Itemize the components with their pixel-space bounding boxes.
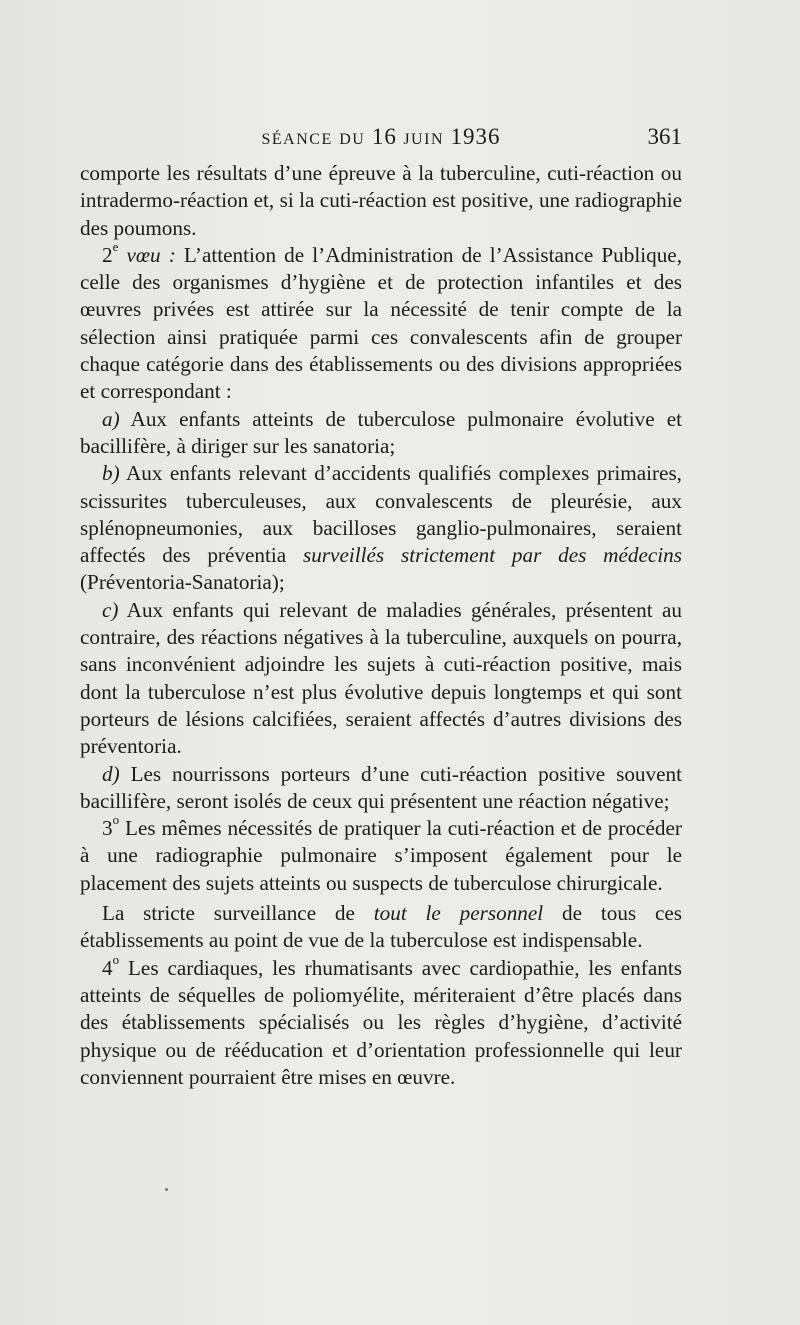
point-3-number: 3 bbox=[102, 816, 113, 841]
voeu-2-label: vœu : bbox=[126, 242, 176, 267]
point-4-superscript: o bbox=[112, 951, 120, 967]
head-day: 16 bbox=[371, 124, 397, 149]
print-speck bbox=[165, 1188, 168, 1191]
paragraph-item-a bbox=[80, 406, 682, 461]
item-b-text-end: (Préventoria-Sanatoria); bbox=[80, 570, 285, 595]
voeu-2-superscript: e bbox=[112, 238, 119, 254]
surveillance-italic: tout le personnel bbox=[373, 901, 544, 926]
running-head-title bbox=[80, 124, 682, 150]
paragraph-item-b bbox=[80, 460, 682, 596]
paragraph-point-3 bbox=[80, 812, 682, 897]
item-b-italic: surveillés strictement par des médecins bbox=[302, 543, 683, 568]
point-4-text: Les cardiaques, les rhumatisants avec cardiopathie, les enfants atteints de séquelles de poliomyélite, mériteraient d’être placés dans des établissements spécialisés ou les règles d’hygiène, d’activité physique ou de rééducation et d’orientation professionnelle qui leur conviennent pourraient être mises en œuvre. bbox=[80, 955, 682, 1089]
item-b-text: Aux enfants relevant d’accidents qualifiés complexes primaires, scissurites tuberculeuses, aux convalescents de pleurésie, aux splénopneumonies, aux bacilloses ganglio-pulmonaires, seraient affectés des préventia bbox=[80, 461, 682, 568]
paragraph-point-4 bbox=[80, 951, 682, 1091]
item-d-text: Les nourrissons porteurs d’une cuti-réaction positive souvent bacillifère, seront isolés de ceux qui présentent une réaction négative; bbox=[80, 761, 682, 813]
point-4-number: 4 bbox=[102, 955, 113, 980]
paragraph-continuation bbox=[80, 160, 682, 242]
paragraph-continuation-text: comporte les résultats d’une épreuve à la tuberculine, cuti-réaction ou intradermo-réaction et, si la cuti-réaction est positive, une radiographie des poumons. bbox=[80, 161, 682, 240]
head-word-seance: SÉANCE bbox=[261, 131, 333, 148]
page-number: 361 bbox=[647, 124, 682, 149]
paragraph-item-d bbox=[80, 761, 682, 816]
item-d-label: d) bbox=[102, 761, 120, 786]
head-word-du: DU bbox=[339, 131, 366, 148]
head-year: 1936 bbox=[450, 124, 501, 149]
paragraph-item-c bbox=[80, 597, 682, 761]
paragraph-voeu-2 bbox=[80, 238, 683, 406]
item-a-text: Aux enfants atteints de tuberculose pulmonaire évolutive et bacillifère, à diriger sur les sanatoria; bbox=[80, 406, 682, 458]
item-c-label: c) bbox=[102, 597, 119, 622]
page-body bbox=[80, 160, 682, 1091]
head-month: JUIN bbox=[403, 131, 444, 148]
point-3-text: Les mêmes nécessités de pratiquer la cuti-réaction et de procéder à une radiographie pulmonaire s’imposent également pour le placement des sujets atteints ou suspects de tuberculose chirurgicale. bbox=[80, 816, 682, 895]
voeu-2-text: L’attention de l’Administration de l’Assistance Publique, celle des organismes d’hygiène et de protection infantiles et des œuvres privées est attirée sur la nécessité de tenir compte de la sélection ainsi pratiquée parmi ces convalescents afin de grouper chaque catégorie dans des établissements ou des divisions appropriées et correspondant : bbox=[80, 242, 683, 404]
running-head bbox=[80, 124, 682, 154]
point-3-superscript: o bbox=[112, 812, 120, 828]
paragraph-surveillance bbox=[80, 900, 682, 955]
item-a-label: a) bbox=[102, 406, 120, 431]
surveillance-text-end: de tous ces établissements au point de vue de la tuberculose est indispensable. bbox=[80, 901, 683, 953]
item-b-label: b) bbox=[102, 461, 120, 486]
surveillance-text: La stricte surveillance de bbox=[102, 901, 355, 926]
item-c-text: Aux enfants qui relevant de maladies générales, présentent au contraire, des réactions négatives à la tuberculine, auxquels on pourra, sans inconvénient adjoindre les sujets à cuti-réaction positive, mais dont la tuberculose n’est plus évolutive depuis longtemps et qui sont porteurs de lésions calcifiées, seraient affectés d’autres divisions des préventoria. bbox=[80, 597, 682, 759]
voeu-2-number: 2 bbox=[102, 242, 113, 267]
